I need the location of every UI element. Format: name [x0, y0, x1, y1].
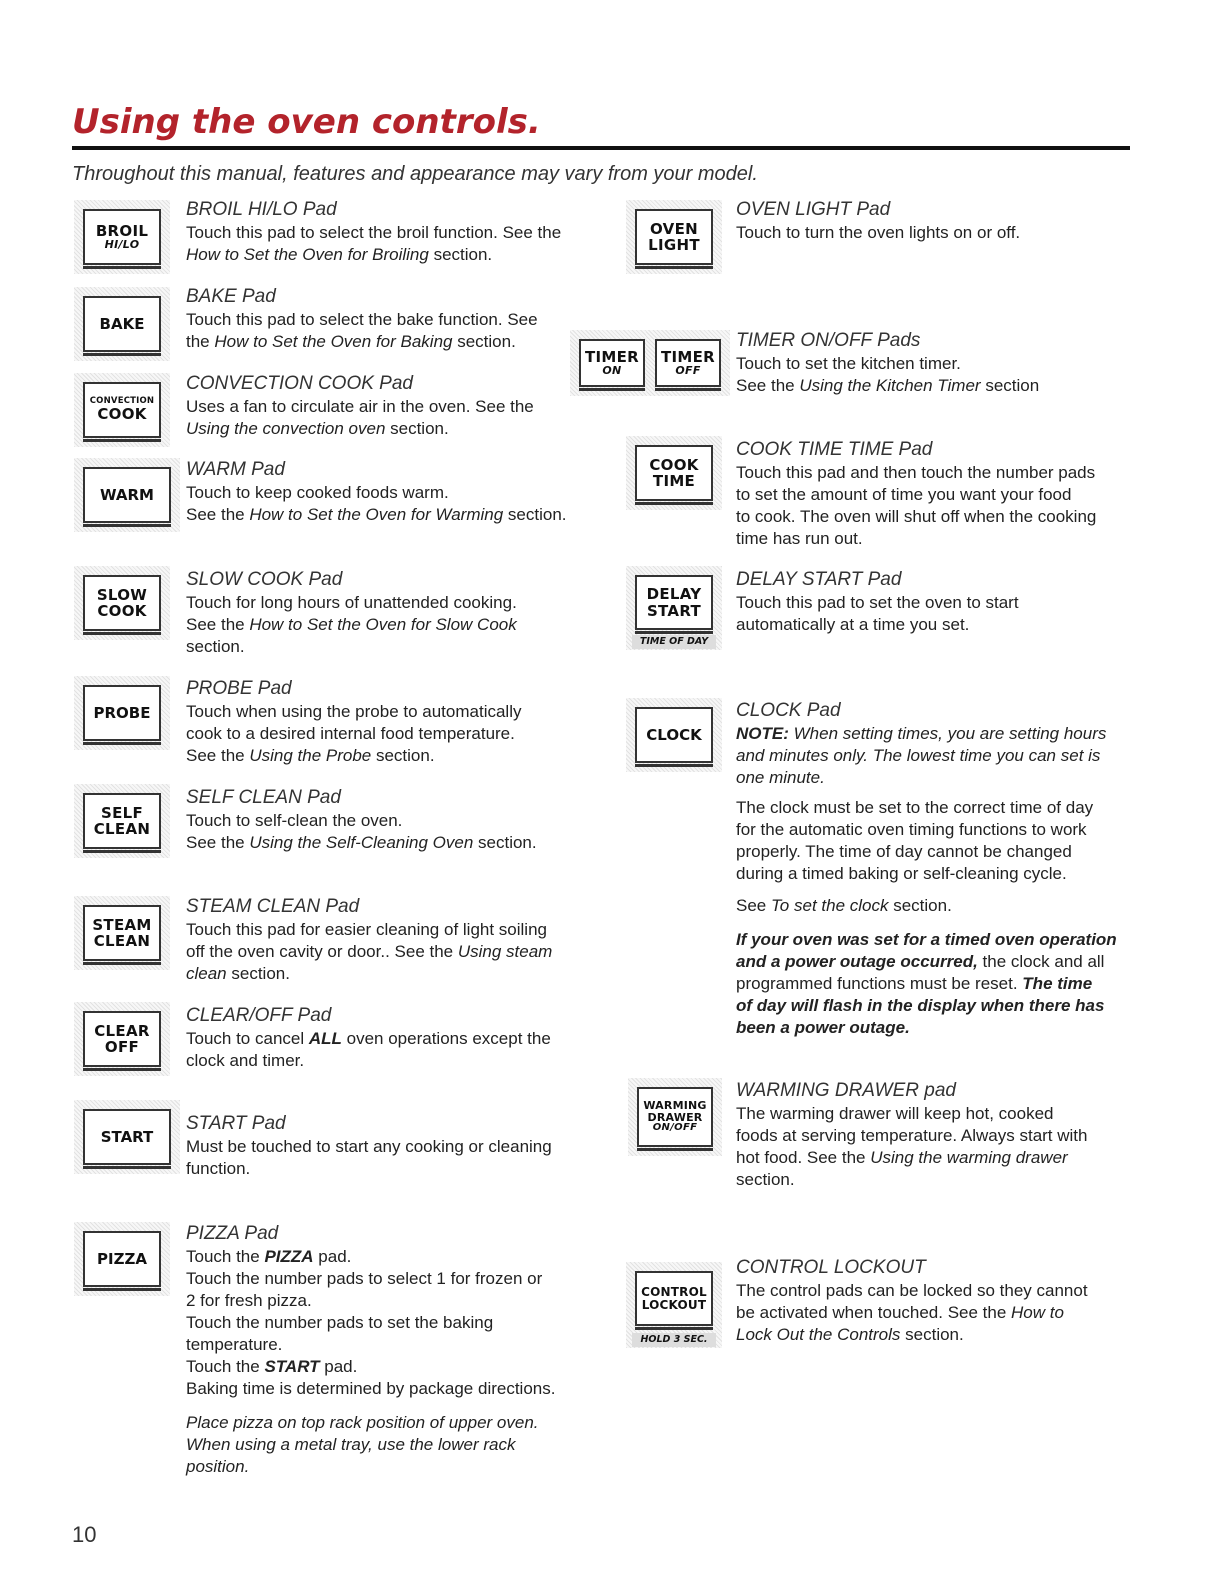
- start-entry: [186, 1112, 606, 1180]
- pad-label: CLOCK: [646, 725, 702, 744]
- entry-text: See: [736, 896, 771, 915]
- entry-text: Touch the: [186, 1357, 265, 1376]
- warning-text: The time: [1022, 974, 1093, 993]
- entry-text: during a timed baking or self-cleaning cycle.: [736, 864, 1067, 883]
- entry-text: section.: [452, 332, 516, 351]
- steam-clean-entry: [186, 895, 606, 985]
- entry-heading: SLOW COOK Pad: [186, 569, 343, 590]
- entry-text: be activated when touched. See the: [736, 1303, 1012, 1322]
- entry-text: properly. The time of day cannot be changed: [736, 842, 1072, 861]
- section-reference: How to Set the Oven for Baking: [214, 332, 453, 351]
- entry-text: See the: [736, 376, 800, 395]
- entry-text: pad.: [319, 1357, 358, 1376]
- clock-entry: [736, 699, 1136, 1039]
- pizza-pad-button[interactable]: [74, 1222, 170, 1296]
- entry-text: Touch to keep cooked foods warm.: [186, 483, 449, 502]
- note-text: When setting times, you are setting hours: [788, 724, 1107, 743]
- pad-label: TIMER: [584, 347, 640, 366]
- entry-heading: BROIL HI/LO Pad: [186, 199, 337, 220]
- pad-label: WARMING: [643, 1098, 707, 1112]
- entry-text: clock and timer.: [186, 1051, 305, 1070]
- entry-text: Touch the number pads to set the baking: [186, 1313, 494, 1332]
- entry-text: Touch this pad to select the bake function. See: [186, 310, 538, 329]
- pad-label: CLEAN: [93, 932, 151, 950]
- pad-sublabel: HI/LO: [104, 238, 140, 252]
- entry-text: Baking time is determined by package directions.: [186, 1379, 556, 1398]
- pad-label: LIGHT: [648, 236, 700, 254]
- clock-pad-button[interactable]: [626, 698, 722, 772]
- entry-text: section.: [226, 964, 290, 983]
- entry-text: section: [980, 376, 1040, 395]
- entry-text: Touch to turn the oven lights on or off.: [736, 223, 1021, 242]
- delay-start-pad-button[interactable]: [626, 566, 722, 650]
- pad-sublabel: OFF: [675, 364, 701, 378]
- bake-entry: [186, 285, 606, 353]
- pad-label: OFF: [104, 1038, 140, 1056]
- section-reference: Using the Kitchen Timer: [799, 376, 981, 395]
- pad-strip-label: TIME OF DAY: [632, 635, 716, 649]
- entry-text: to cook. The oven will shut off when the cooking: [736, 507, 1097, 526]
- convection-cook-entry: [186, 372, 606, 440]
- entry-text: Touch for long hours of unattended cooking.: [186, 593, 517, 612]
- entry-text: section.: [186, 637, 245, 656]
- section-reference: Using the Probe: [249, 746, 372, 765]
- entry-heading: STEAM CLEAN Pad: [186, 896, 360, 917]
- pad-label: BROIL: [95, 221, 149, 240]
- entry-text: See the: [186, 746, 250, 765]
- entry-text: section.: [503, 505, 567, 524]
- section-reference: Lock Out the Controls: [736, 1325, 901, 1344]
- warm-pad-button[interactable]: [74, 458, 180, 532]
- pad-sublabel: ON/OFF: [652, 1122, 698, 1134]
- pad-label: WARM: [100, 485, 154, 504]
- entry-heading: BAKE Pad: [186, 286, 276, 307]
- convection-cook-pad-button[interactable]: [74, 373, 170, 447]
- start-pad-button[interactable]: [74, 1100, 180, 1174]
- self-clean-pad-button[interactable]: [74, 784, 170, 858]
- entry-text: Touch this pad for easier cleaning of light soiling: [186, 920, 547, 939]
- slow-cook-entry: [186, 568, 606, 658]
- clear-off-pad-button[interactable]: [74, 1002, 170, 1076]
- entry-heading: SELF CLEAN Pad: [186, 787, 341, 808]
- entry-text: Touch the number pads to select 1 for frozen or: [186, 1269, 543, 1288]
- probe-pad-button[interactable]: [74, 676, 170, 750]
- entry-text: The warming drawer will keep hot, cooked: [736, 1104, 1054, 1123]
- entry-text: See the: [186, 833, 250, 852]
- entry-text: section.: [473, 833, 537, 852]
- pad-label: SELF: [100, 803, 144, 822]
- entry-text: section.: [371, 746, 435, 765]
- warming-drawer-pad-button[interactable]: [628, 1078, 722, 1156]
- entry-text: programmed functions must be reset.: [736, 974, 1023, 993]
- pad-label: TIME: [652, 472, 696, 490]
- note-text: one minute.: [736, 768, 825, 787]
- entry-text: section.: [888, 896, 952, 915]
- steam-clean-pad-button[interactable]: [74, 896, 170, 970]
- entry-text: Must be touched to start any cooking or cleaning: [186, 1137, 552, 1156]
- section-reference: Using the Self-Cleaning Oven: [249, 833, 474, 852]
- pad-label: CONTROL: [641, 1284, 707, 1299]
- warning-text: If your oven was set for a timed oven operation: [736, 930, 1117, 949]
- warning-text: and a power outage occurred,: [736, 952, 978, 971]
- entry-text: temperature.: [186, 1335, 283, 1354]
- pad-label: BAKE: [99, 314, 145, 333]
- section-reference: clean: [186, 964, 227, 983]
- entry-heading: OVEN LIGHT Pad: [736, 199, 891, 220]
- page-title: Using the oven controls.: [72, 102, 541, 142]
- entry-text: The clock must be set to the correct time of day: [736, 798, 1094, 817]
- entry-text: cook to a desired internal food temperature.: [186, 724, 515, 743]
- self-clean-entry: [186, 786, 606, 854]
- entry-text: Touch this pad to set the oven to start: [736, 593, 1019, 612]
- entry-heading: WARM Pad: [186, 459, 285, 480]
- entry-text: section.: [385, 419, 449, 438]
- entry-heading: PROBE Pad: [186, 678, 292, 699]
- pad-label: DRAWER: [647, 1110, 703, 1124]
- entry-heading: START Pad: [186, 1113, 286, 1134]
- timer-on-pad-button[interactable]: [570, 330, 654, 396]
- pad-label: START: [646, 601, 702, 620]
- entry-heading: COOK TIME TIME Pad: [736, 439, 933, 460]
- entry-text: Touch to self-clean the oven.: [186, 811, 403, 830]
- entry-text: Touch to cancel: [186, 1029, 309, 1048]
- oven-light-pad-button[interactable]: [626, 200, 722, 274]
- entry-text: section.: [900, 1325, 964, 1344]
- entry-text: oven operations except the: [341, 1029, 551, 1048]
- entry-heading: CONVECTION COOK Pad: [186, 373, 413, 394]
- pad-label: CLEAN: [93, 820, 151, 838]
- emphasis-text: PIZZA: [264, 1247, 314, 1266]
- entry-text: the clock and all: [977, 952, 1105, 971]
- section-reference: To set the clock: [770, 896, 889, 915]
- entry-text: section.: [736, 1170, 795, 1189]
- entry-text: foods at serving temperature. Always start with: [736, 1126, 1088, 1145]
- pad-label: TIMER: [660, 347, 716, 366]
- section-reference: How to Set the Oven for Slow Cook: [249, 615, 517, 634]
- pad-label: SLOW: [96, 585, 148, 604]
- entry-text: hot food. See the: [736, 1148, 871, 1167]
- control-lockout-pad-button[interactable]: [626, 1262, 722, 1348]
- entry-text: to set the amount of time you want your food: [736, 485, 1072, 504]
- entry-text: the: [186, 332, 215, 351]
- control-lockout-entry: [736, 1256, 1136, 1346]
- section-reference: How to: [1011, 1303, 1064, 1322]
- pad-label: START: [100, 1127, 154, 1146]
- entry-heading: CLOCK Pad: [736, 700, 841, 721]
- section-reference: How to Set the Oven for Broiling: [186, 245, 429, 264]
- emphasis-text: START: [264, 1357, 320, 1376]
- emphasis-text: ALL: [308, 1029, 342, 1048]
- entry-text: Uses a fan to circulate air in the oven. See the: [186, 397, 534, 416]
- title-rule: [72, 146, 1130, 150]
- pizza-entry: [186, 1222, 606, 1478]
- probe-entry: [186, 677, 606, 767]
- cook-time-entry: [736, 438, 1136, 550]
- oven-light-entry: [736, 198, 1136, 244]
- entry-text: pad.: [313, 1247, 352, 1266]
- entry-heading: DELAY START Pad: [736, 569, 902, 590]
- pizza-note: When using a metal tray, use the lower rack: [186, 1435, 516, 1454]
- entry-text: See the: [186, 615, 250, 634]
- pad-label: STEAM: [92, 915, 152, 934]
- bake-pad-button[interactable]: [74, 287, 170, 361]
- entry-text: See the: [186, 505, 250, 524]
- section-reference: Using steam: [457, 942, 553, 961]
- entry-heading: PIZZA Pad: [186, 1223, 279, 1244]
- entry-text: Touch this pad and then touch the number pads: [736, 463, 1096, 482]
- pad-label: LOCKOUT: [641, 1297, 707, 1312]
- pad-label: OVEN: [650, 219, 698, 238]
- entry-text: Touch when using the probe to automatically: [186, 702, 522, 721]
- pad-strip-label: HOLD 3 SEC.: [632, 1333, 716, 1347]
- warning-text: of day will flash in the display when there has: [736, 996, 1105, 1015]
- entry-heading: WARMING DRAWER pad: [736, 1080, 956, 1101]
- cook-time-pad-button[interactable]: [626, 436, 722, 510]
- note-text: and minutes only. The lowest time you can set is: [736, 746, 1101, 765]
- entry-text: section.: [428, 245, 493, 264]
- warm-entry: [186, 458, 606, 526]
- page-number: 10: [72, 1522, 97, 1547]
- entry-heading: TIMER ON/OFF Pads: [736, 330, 921, 351]
- pad-label: CLEAR: [94, 1021, 150, 1040]
- warning-text: been a power outage.: [736, 1018, 910, 1037]
- clear-off-entry: [186, 1004, 606, 1072]
- pad-label: PIZZA: [97, 1249, 147, 1268]
- section-reference: Using the warming drawer: [870, 1148, 1068, 1167]
- timer-off-pad-button[interactable]: [646, 330, 730, 396]
- slow-cook-pad-button[interactable]: [74, 566, 170, 640]
- pad-label: DELAY: [646, 585, 702, 604]
- pizza-note: position.: [186, 1457, 250, 1476]
- pizza-note: Place pizza on top rack position of upper oven.: [186, 1413, 539, 1432]
- warming-drawer-entry: [736, 1079, 1136, 1191]
- pad-label: CONVECTION: [89, 396, 155, 407]
- section-reference: Using the convection oven: [186, 419, 386, 438]
- timer-entry: [736, 329, 1136, 397]
- pad-sublabel: COOK: [97, 405, 147, 424]
- entry-heading: CLEAR/OFF Pad: [186, 1005, 332, 1026]
- entry-text: Touch the: [186, 1247, 265, 1266]
- entry-text: Touch to set the kitchen timer.: [736, 354, 961, 373]
- entry-text: function.: [186, 1159, 251, 1178]
- page-subtitle: Throughout this manual, features and appearance may vary from your model.: [72, 163, 758, 185]
- entry-text: for the automatic oven timing functions to work: [736, 820, 1087, 839]
- pad-sublabel: ON: [602, 364, 622, 378]
- entry-text: off the oven cavity or door.. See the: [186, 942, 458, 961]
- entry-text: time has run out.: [736, 529, 863, 548]
- pad-label: COOK: [97, 602, 147, 620]
- entry-text: automatically at a time you set.: [736, 615, 970, 634]
- entry-text: 2 for fresh pizza.: [186, 1291, 312, 1310]
- entry-text: The control pads can be locked so they cannot: [736, 1281, 1088, 1300]
- pad-label: PROBE: [93, 703, 151, 722]
- note-label: NOTE:: [736, 724, 789, 743]
- broil-pad-button[interactable]: [74, 200, 170, 274]
- section-reference: How to Set the Oven for Warming: [249, 505, 504, 524]
- delay-start-entry: [736, 568, 1136, 636]
- entry-text: Touch this pad to select the broil function. See the: [186, 223, 562, 242]
- entry-heading: CONTROL LOCKOUT: [736, 1257, 926, 1278]
- broil-entry: [186, 198, 606, 266]
- pad-label: COOK: [649, 455, 699, 474]
